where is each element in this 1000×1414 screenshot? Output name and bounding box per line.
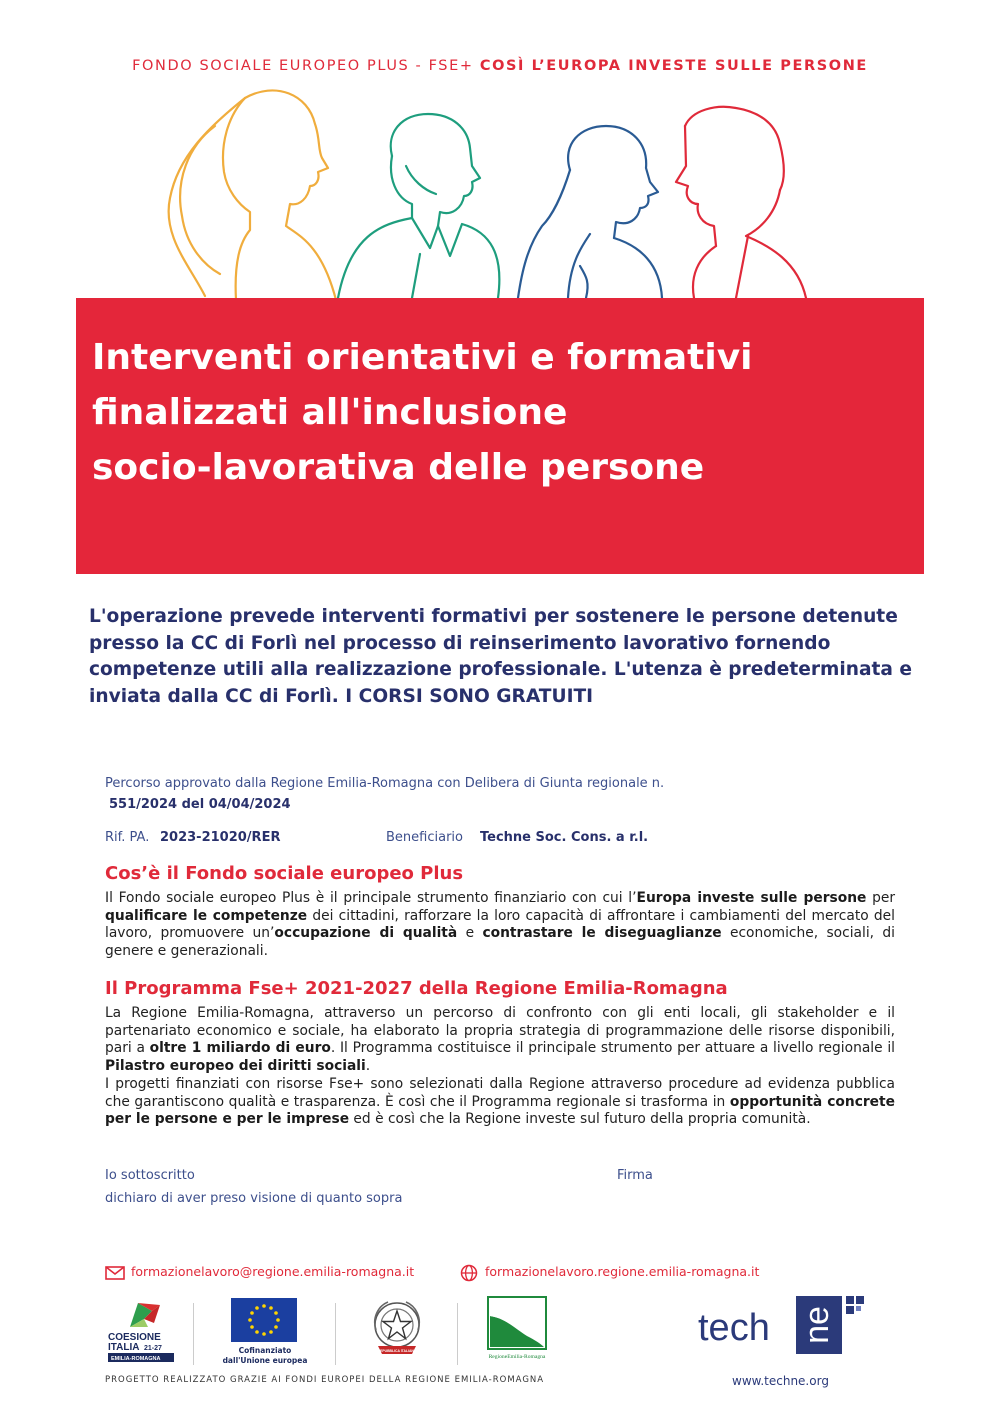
highlight-text: contrastare le diseguaglianze	[482, 925, 722, 942]
logo-divider	[457, 1303, 458, 1365]
coesione-text: COESIONE	[108, 1332, 161, 1343]
highlight-text: occupazione di qualità	[274, 925, 458, 942]
delibera-number: 551/2024 del 04/04/2024	[109, 797, 291, 812]
person-green	[338, 114, 499, 298]
eu-text-line: Cofinanziato	[238, 1346, 292, 1355]
logo-divider	[193, 1303, 194, 1365]
text-run: dei cittadini, rafforzare la loro capacità di affrontare i cambiamenti del mercato del lavoro, promuovere un’	[105, 907, 895, 942]
text-run: La Regione Emilia-Romagna, attraverso un percorso di confronto con gli enti locali, gli stakeholder e il partenariato economico e sociale, ha elaborato la propria strategia di programmazione delle risorse disponibili, pari a	[105, 1005, 895, 1057]
text-run: Il Fondo sociale europeo Plus è il principale strumento finanziario con cui l’	[105, 890, 637, 906]
intro-paragraph: L'operazione prevede interventi formativi per sostenere le persone detenute presso la CC di Forlì nel processo di reinserimento lavorativo fornendo competenze utili alla realizzazione professionale. L'utenza è predeterminata e inviata dalla CC di Forlì. I CORSI SONO GRATUITI	[89, 606, 913, 707]
text-run: . Il Programma costituisce il principale strumento per attuare a livello regionale il	[330, 1040, 895, 1057]
techne-text: tech	[698, 1307, 770, 1349]
section-heading-programma: Il Programma Fse+ 2021-2027 della Regione Emilia-Romagna	[105, 978, 728, 999]
header-line	[0, 58, 1000, 74]
text-run: e	[457, 925, 483, 942]
techne-box-text: ne	[798, 1306, 836, 1344]
beneficiario-value: Techne Soc. Cons. a r.l.	[480, 830, 649, 845]
text-run: ed è così che la Regione investe sul futuro della propria comunità.	[349, 1111, 811, 1128]
techne-website-link[interactable]: www.techne.org	[732, 1374, 829, 1388]
io-sottoscritto-label: Io sottoscritto	[105, 1168, 195, 1183]
section-heading-fondo: Cos’è il Fondo sociale europeo Plus	[105, 863, 464, 884]
section-text-fondo	[105, 890, 895, 961]
firma-label: Firma	[617, 1168, 653, 1183]
approval-text: Percorso approvato dalla Regione Emilia-Romagna con Delibera di Giunta regionale n.	[105, 776, 665, 791]
regione-emilia-romagna-logo	[487, 1296, 547, 1362]
title-line: socio-lavorativa delle persone	[92, 447, 705, 488]
rif-label: Rif. PA.	[105, 830, 150, 845]
coesione-region: EMILIA-ROMAGNA	[111, 1356, 161, 1362]
person-yellow	[169, 90, 336, 300]
text-run: per	[866, 890, 895, 906]
program-name: FONDO SOCIALE EUROPEO PLUS - FSE+	[132, 58, 474, 74]
highlight-text: oltre 1 miliardo di euro	[149, 1040, 331, 1057]
page-title	[92, 330, 892, 495]
highlight-text: Europa investe sulle persone	[636, 890, 867, 906]
eu-text-line: dall'Unione europea	[222, 1356, 308, 1365]
coesione-text: ITALIA	[108, 1342, 140, 1353]
text-run: I progetti finanziati con risorse Fse+ sono selezionati dalla Regione attraverso procedure ad evidenza pubblica che garantiscono qualità e trasparenza. È così che il Programma regionale si trasforma in	[105, 1075, 895, 1110]
coesione-years: 21-27	[144, 1345, 162, 1352]
email-link[interactable]: formazionelavoro@regione.emilia-romagna.it	[131, 1264, 415, 1279]
person-blue	[518, 126, 662, 298]
italian-emblem-icon	[366, 1296, 428, 1360]
dichiaro-text: dichiaro di aver preso visione di quanto sopra	[105, 1191, 403, 1206]
globe-icon	[460, 1264, 478, 1282]
eu-cofinanced-text	[220, 1346, 310, 1366]
person-red	[676, 107, 806, 298]
rer-text: RegioneEmilia-Romagna	[488, 1354, 546, 1360]
beneficiario-label: Beneficiario	[386, 830, 463, 845]
highlight-text: opportunità concrete per le persone e per le imprese	[105, 1093, 895, 1128]
techne-logo	[698, 1292, 868, 1356]
text-run: .	[365, 1058, 371, 1075]
people-illustration	[150, 86, 870, 306]
envelope-icon	[105, 1266, 125, 1280]
title-line: finalizzati all'inclusione	[92, 392, 568, 433]
rif-value: 2023-21020/RER	[160, 830, 281, 845]
title-line: Interventi orientativi e formativi	[92, 337, 753, 378]
emblem-ribbon-text: REPUBBLICA ITALIANA	[377, 1349, 417, 1353]
text-run: economiche, sociali, di genere e generazionali.	[105, 925, 896, 960]
footer-note: PROGETTO REALIZZATO GRAZIE AI FONDI EUROPEI DELLA REGIONE EMILIA-ROMAGNA	[105, 1375, 545, 1385]
eu-flag-icon	[231, 1298, 297, 1342]
highlight-text: Pilastro europeo dei diritti sociali	[105, 1058, 366, 1075]
slogan: COSÌ L’EUROPA INVESTE SULLE PERSONE	[479, 58, 868, 74]
website-link[interactable]: formazionelavoro.regione.emilia-romagna.it	[485, 1264, 760, 1279]
highlight-text: qualificare le competenze	[105, 907, 308, 924]
logo-divider	[335, 1303, 336, 1365]
coesione-italia-logo	[108, 1297, 186, 1369]
section-text-programma	[105, 1005, 895, 1129]
